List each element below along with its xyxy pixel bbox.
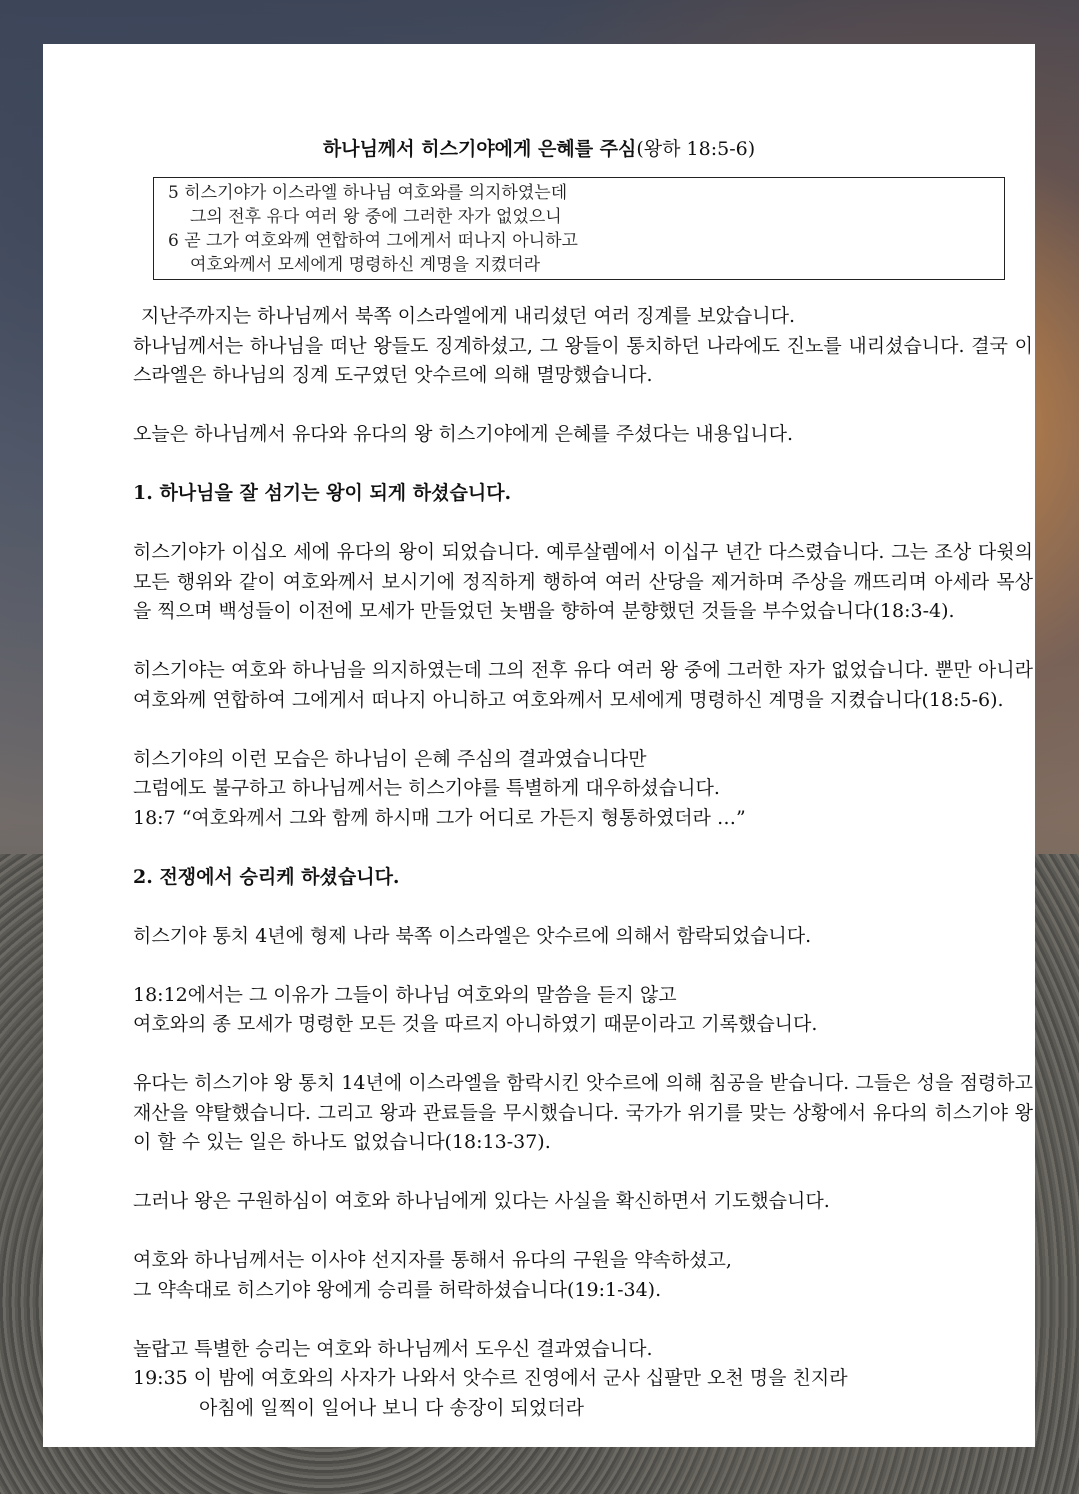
section1-p3-line-1: 히스기야의 이런 모습은 하나님이 은혜 주심의 결과였습니다만 xyxy=(133,747,647,770)
section1-paragraph-1: 히스기야가 이십오 세에 유다의 왕이 되었습니다. 예루살렘에서 이십구 년간 다스렸습니다. 그는 조상 다윗의 모든 행위와 같이 여호와께서 보시기에 정직하게 행하여 여러 산당을 제거하며 주상을 깨뜨리며 아세라 목상을 찍으며 백성들이 이전에 모세가 만들었던 놋뱀을 향하여 분향했던 것들을 부수었습니다(18:3-4). xyxy=(133,541,1033,622)
section2-paragraph-1: 히스기야 통치 4년에 형제 나라 북쪽 이스라엘은 앗수르에 의해서 함락되었습니다. xyxy=(133,924,812,947)
section1-p3-line-3: 18:7 “여호와께서 그와 함께 하시매 그가 어디로 가든지 형통하였더라 …” xyxy=(133,806,746,829)
today-paragraph: 오늘은 하나님께서 유다와 유다의 왕 히스기야에게 은혜를 주셨다는 내용입니다. xyxy=(133,423,794,445)
page-title xyxy=(43,134,1035,161)
scripture-line: 6 곧 그가 여호와께 연합하여 그에게서 떠나지 아니하고 xyxy=(168,231,578,251)
scripture-box xyxy=(153,177,1005,280)
intro-paragraph: 하나님께서는 하나님을 떠난 왕들도 징계하셨고, 그 왕들이 통치하던 나라에도 진노를 내리셨습니다. 결국 이스라엘은 하나님의 징계 도구였던 앗수르에 의해 멸망했습니다. xyxy=(133,334,1033,386)
section1-heading: 1. 하나님을 잘 섬기는 왕이 되게 하셨습니다. xyxy=(133,482,512,504)
document-page xyxy=(43,44,1035,1447)
section1-paragraph-2: 히스기야는 여호와 하나님을 의지하였는데 그의 전후 유다 여러 왕 중에 그러한 자가 없었습니다. 뿐만 아니라 여호와께 연합하여 그에게서 떠나지 아니하고 여호와께서 모세에게 명령하신 계명을 지켰습니다(18:5-6). xyxy=(133,659,1033,711)
section2-p2-line-2: 여호와의 종 모세가 명령한 모든 것을 따르지 아니하였기 때문이라고 기록했습니다. xyxy=(133,1013,818,1035)
section2-p5-line-2: 그 약속대로 히스기야 왕에게 승리를 허락하셨습니다(19:1-34). xyxy=(133,1278,662,1301)
section2-p6-line-1: 놀랍고 특별한 승리는 여호와 하나님께서 도우신 결과였습니다. xyxy=(133,1337,653,1360)
section2-paragraph-3: 유다는 히스기야 왕 통치 14년에 이스라엘을 함락시킨 앗수르에 의해 침공을 받습니다. 그들은 성을 점령하고 재산을 약탈했습니다. 그리고 왕과 관료들을 무시했습니다. 국가가 위기를 맞는 상황에서 유다의 히스기야 왕이 할 수 있는 일은 하나도 없었습니다(18:13-37). xyxy=(133,1072,1033,1153)
section2-p5-line-1: 여호와 하나님께서는 이사야 선지자를 통해서 유다의 구원을 약속하셨고, xyxy=(133,1249,732,1271)
document-body xyxy=(133,302,1033,1423)
section2-p2-line-1: 18:12에서는 그 이유가 그들이 하나님 여호와의 말씀을 듣지 않고 xyxy=(133,983,677,1006)
intro-line-1: 지난주까지는 하나님께서 북쪽 이스라엘에게 내리셨던 여러 징계를 보았습니다. xyxy=(141,305,796,327)
title-main: 하나님께서 히스기야에게 은혜를 주심 xyxy=(322,138,637,160)
scripture-line: 여호와께서 모세에게 명령하신 계명을 지켰더라 xyxy=(190,255,541,275)
section2-p6-line-2: 19:35 이 밤에 여호와의 사자가 나와서 앗수르 진영에서 군사 십팔만 오천 명을 친지라 xyxy=(133,1367,848,1389)
scripture-line: 5 히스기야가 이스라엘 하나님 여호와를 의지하였는데 xyxy=(168,183,568,203)
section2-heading: 2. 전쟁에서 승리케 하셨습니다. xyxy=(133,865,400,888)
section2-p6-line-3: 아침에 일찍이 일어나 보니 다 송장이 되었더라 xyxy=(199,1396,584,1419)
section1-p3-line-2: 그럼에도 불구하고 하나님께서는 히스기야를 특별하게 대우하셨습니다. xyxy=(133,777,720,799)
scripture-line: 그의 전후 유다 여러 왕 중에 그러한 자가 없었으니 xyxy=(190,207,562,227)
section2-paragraph-4: 그러나 왕은 구원하심이 여호와 하나님에게 있다는 사실을 확신하면서 기도했습니다. xyxy=(133,1190,830,1212)
title-reference: (왕하 18:5-6) xyxy=(636,138,756,160)
